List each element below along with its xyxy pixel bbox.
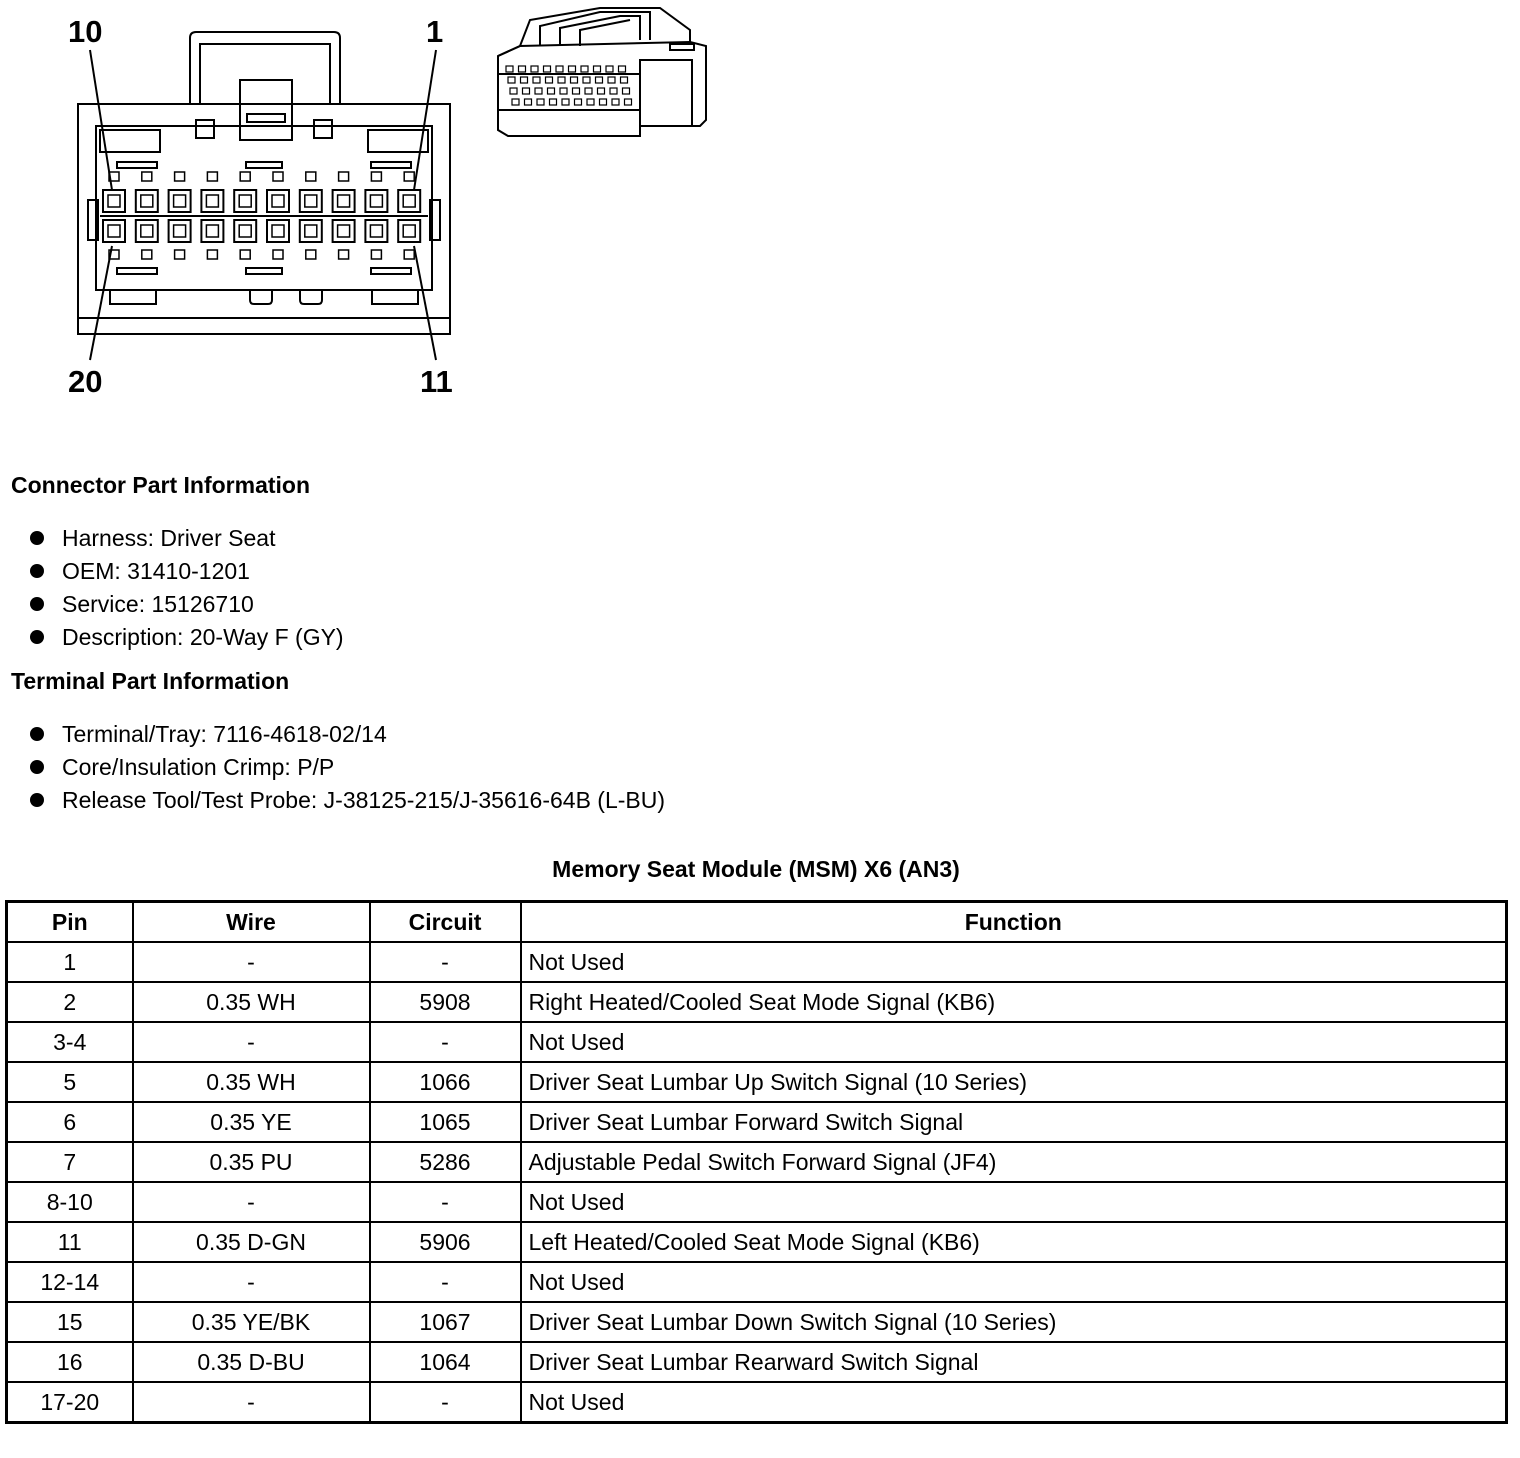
isometric-cavity (612, 99, 619, 105)
isometric-cavity (533, 77, 540, 83)
pin-label-11: 11 (420, 364, 453, 399)
circuit-cell: - (370, 942, 521, 982)
list-item (28, 522, 344, 555)
table-title: Memory Seat Module (MSM) X6 (AN3) (552, 856, 960, 882)
pin-cavity (333, 190, 355, 212)
pin-cavity-inner (338, 225, 350, 237)
isometric-cavity (556, 66, 563, 72)
pin-cell: 12-14 (7, 1262, 133, 1302)
isometric-cavity (575, 99, 582, 105)
circuit-cell: 5906 (370, 1222, 521, 1262)
cavity-lock (142, 172, 152, 181)
pin-cavity-inner (370, 195, 382, 207)
cavity-lock (404, 172, 414, 181)
pin-cavity (169, 190, 191, 212)
table-header-row (7, 902, 1507, 943)
isometric-cavity (537, 99, 544, 105)
pin-leader-lines (90, 50, 436, 360)
pin-cavity-inner (206, 225, 218, 237)
connector-face-view (78, 32, 450, 334)
isometric-cavity (610, 88, 617, 94)
circuit-cell: - (370, 1262, 521, 1302)
function-cell: Driver Seat Lumbar Down Switch Signal (10 Series) (521, 1302, 1507, 1342)
cavity-lock (371, 172, 381, 181)
pin-cavity (333, 220, 355, 242)
cavity-lock (273, 172, 283, 181)
pin-cavity-inner (403, 195, 415, 207)
wire-cell: 0.35 YE (133, 1102, 370, 1142)
pin-cavity (300, 190, 322, 212)
terminal-part-list (28, 718, 665, 817)
connector-part-list (28, 522, 344, 654)
pin-cavity (136, 190, 158, 212)
table-row (7, 1182, 1507, 1222)
circuit-cell: 1066 (370, 1062, 521, 1102)
list-item-text: Harness: Driver Seat (62, 525, 276, 551)
isometric-cavity (548, 88, 555, 94)
pin-cell: 17-20 (7, 1382, 133, 1423)
function-cell: Driver Seat Lumbar Up Switch Signal (10 Series) (521, 1062, 1507, 1102)
list-item-text: Service: 15126710 (62, 591, 254, 617)
pin-cavity-inner (108, 225, 120, 237)
list-item (28, 784, 665, 817)
isometric-cavity (598, 88, 605, 94)
table-row (7, 1342, 1507, 1382)
list-item (28, 718, 665, 751)
pin-cavity-inner (174, 225, 186, 237)
isometric-cavity (623, 88, 630, 94)
pin-cavity-inner (141, 225, 153, 237)
wire-cell: 0.35 YE/BK (133, 1302, 370, 1342)
bullet-icon (30, 597, 44, 611)
pin-cavity (103, 220, 125, 242)
pin-cavity (398, 220, 420, 242)
isometric-cavity (600, 99, 607, 105)
isometric-cavity (587, 99, 594, 105)
bullet-icon (30, 727, 44, 741)
pin-cavity (234, 190, 256, 212)
pin-table (5, 900, 1508, 1424)
function-cell: Adjustable Pedal Switch Forward Signal (JF4) (521, 1142, 1507, 1182)
pin-cell: 6 (7, 1102, 133, 1142)
isometric-cavity (619, 66, 626, 72)
pin-cavity (300, 220, 322, 242)
pin-cavity (201, 220, 223, 242)
isometric-cavity (523, 88, 530, 94)
isometric-cavity (562, 99, 569, 105)
pin-cavity-inner (272, 195, 284, 207)
table-row (7, 1022, 1507, 1062)
table-row (7, 942, 1507, 982)
list-item-text: Description: 20-Way F (GY) (62, 624, 344, 650)
pin-cavity-inner (305, 225, 317, 237)
cavity-lock (240, 172, 250, 181)
column-header-wire: Wire (133, 902, 370, 943)
table-row (7, 1102, 1507, 1142)
pin-cell: 1 (7, 942, 133, 982)
isometric-cavity (519, 66, 526, 72)
function-cell: Not Used (521, 942, 1507, 982)
wire-cell: - (133, 1382, 370, 1423)
wire-cell: - (133, 1182, 370, 1222)
pin-cell: 3-4 (7, 1022, 133, 1062)
connector-isometric-view (498, 8, 706, 136)
wire-cell: - (133, 1262, 370, 1302)
circuit-cell: 1067 (370, 1302, 521, 1342)
list-item (28, 621, 344, 654)
table-row (7, 1382, 1507, 1423)
isometric-cavity (583, 77, 590, 83)
function-cell: Right Heated/Cooled Seat Mode Signal (KB6) (521, 982, 1507, 1022)
pin-cavity (103, 190, 125, 212)
wire-cell: 0.35 PU (133, 1142, 370, 1182)
list-item-text: Release Tool/Test Probe: J-38125-215/J-35616-64B (L-BU) (62, 787, 666, 813)
pin-cell: 11 (7, 1222, 133, 1262)
pin-cavity-inner (239, 195, 251, 207)
function-cell: Driver Seat Lumbar Rearward Switch Signal (521, 1342, 1507, 1382)
bullet-icon (30, 793, 44, 807)
isometric-cavity (569, 66, 576, 72)
wire-cell: 0.35 WH (133, 1062, 370, 1102)
circuit-cell: 1065 (370, 1102, 521, 1142)
pin-label-20: 20 (68, 364, 103, 399)
pin-cavity-inner (141, 195, 153, 207)
list-item (28, 555, 344, 588)
pin-cavity (136, 220, 158, 242)
column-header-function: Function (521, 902, 1507, 943)
isometric-cavity (621, 77, 628, 83)
pin-cavity-inner (206, 195, 218, 207)
table-row (7, 1302, 1507, 1342)
bullet-icon (30, 531, 44, 545)
function-cell: Not Used (521, 1182, 1507, 1222)
cavity-lock (207, 250, 217, 259)
list-item (28, 588, 344, 621)
pin-cell: 2 (7, 982, 133, 1022)
isometric-cavity (560, 88, 567, 94)
pin-cavity-inner (403, 225, 415, 237)
circuit-cell: - (370, 1382, 521, 1423)
pin-cavity-inner (239, 225, 251, 237)
pin-label-1: 1 (426, 14, 444, 49)
pin-cell: 16 (7, 1342, 133, 1382)
cavity-lock (175, 172, 185, 181)
isometric-cavity (508, 77, 515, 83)
circuit-cell: - (370, 1022, 521, 1062)
isometric-cavity (531, 66, 538, 72)
connector-part-heading: Connector Part Information (11, 472, 311, 498)
pin-cavity (365, 190, 387, 212)
isometric-cavity (625, 99, 632, 105)
isometric-cavity (535, 88, 542, 94)
cavity-lock (339, 250, 349, 259)
cavity-lock (306, 250, 316, 259)
function-cell: Not Used (521, 1022, 1507, 1062)
circuit-cell: - (370, 1182, 521, 1222)
isometric-cavities (506, 66, 632, 105)
pin-cavity-inner (305, 195, 317, 207)
pin-cavity (234, 220, 256, 242)
bullet-icon (30, 760, 44, 774)
pin-cell: 7 (7, 1142, 133, 1182)
cavity-lock (273, 250, 283, 259)
function-cell: Not Used (521, 1382, 1507, 1423)
isometric-cavity (571, 77, 578, 83)
pin-cavity (398, 190, 420, 212)
pin-cavity (365, 220, 387, 242)
table-body (7, 942, 1507, 1423)
cavity-lock (371, 250, 381, 259)
isometric-cavity (506, 66, 513, 72)
pin-cavity (201, 190, 223, 212)
isometric-cavity (594, 66, 601, 72)
isometric-cavity (573, 88, 580, 94)
isometric-cavity (544, 66, 551, 72)
wire-cell: 0.35 D-GN (133, 1222, 370, 1262)
circuit-cell: 1064 (370, 1342, 521, 1382)
cavity-lock (404, 250, 414, 259)
pin-cell: 8-10 (7, 1182, 133, 1222)
cavity-lock (306, 172, 316, 181)
circuit-cell: 5286 (370, 1142, 521, 1182)
pin-cavity (169, 220, 191, 242)
list-item-text: OEM: 31410-1201 (62, 558, 250, 584)
cavity-lock (142, 250, 152, 259)
wire-cell: 0.35 D-BU (133, 1342, 370, 1382)
pin-label-10: 10 (68, 14, 103, 49)
function-cell: Not Used (521, 1262, 1507, 1302)
pin-cell: 15 (7, 1302, 133, 1342)
table-row (7, 982, 1507, 1022)
column-header-circuit: Circuit (370, 902, 521, 943)
isometric-cavity (512, 99, 519, 105)
isometric-cavity (606, 66, 613, 72)
isometric-cavity (546, 77, 553, 83)
table-row (7, 1222, 1507, 1262)
bullet-icon (30, 564, 44, 578)
wire-cell: 0.35 WH (133, 982, 370, 1022)
pin-cavity (267, 220, 289, 242)
bullet-icon (30, 630, 44, 644)
pin-cavity-inner (338, 195, 350, 207)
isometric-cavity (608, 77, 615, 83)
column-header-pin: Pin (7, 902, 133, 943)
table-row (7, 1262, 1507, 1302)
function-cell: Driver Seat Lumbar Forward Switch Signal (521, 1102, 1507, 1142)
isometric-cavity (585, 88, 592, 94)
isometric-cavity (581, 66, 588, 72)
cavity-lock (339, 172, 349, 181)
isometric-cavity (521, 77, 528, 83)
isometric-cavity (550, 99, 557, 105)
pin-cavity-inner (174, 195, 186, 207)
cavity-lock (240, 250, 250, 259)
wire-cell: - (133, 1022, 370, 1062)
connector-diagram (0, 0, 760, 410)
pin-cell: 5 (7, 1062, 133, 1102)
cavity-lock (175, 250, 185, 259)
function-cell: Left Heated/Cooled Seat Mode Signal (KB6) (521, 1222, 1507, 1262)
circuit-cell: 5908 (370, 982, 521, 1022)
pin-cavity-inner (272, 225, 284, 237)
pin-cavity (267, 190, 289, 212)
list-item (28, 751, 665, 784)
pin-cavity-inner (108, 195, 120, 207)
isometric-cavity (558, 77, 565, 83)
table-row (7, 1062, 1507, 1102)
list-item-text: Terminal/Tray: 7116-4618-02/14 (62, 721, 387, 747)
table-row (7, 1142, 1507, 1182)
wire-cell: - (133, 942, 370, 982)
cavity-lock (207, 172, 217, 181)
isometric-cavity (596, 77, 603, 83)
list-item-text: Core/Insulation Crimp: P/P (62, 754, 335, 780)
isometric-cavity (525, 99, 532, 105)
terminal-part-heading: Terminal Part Information (11, 668, 290, 694)
isometric-cavity (510, 88, 517, 94)
pin-cavity-inner (370, 225, 382, 237)
